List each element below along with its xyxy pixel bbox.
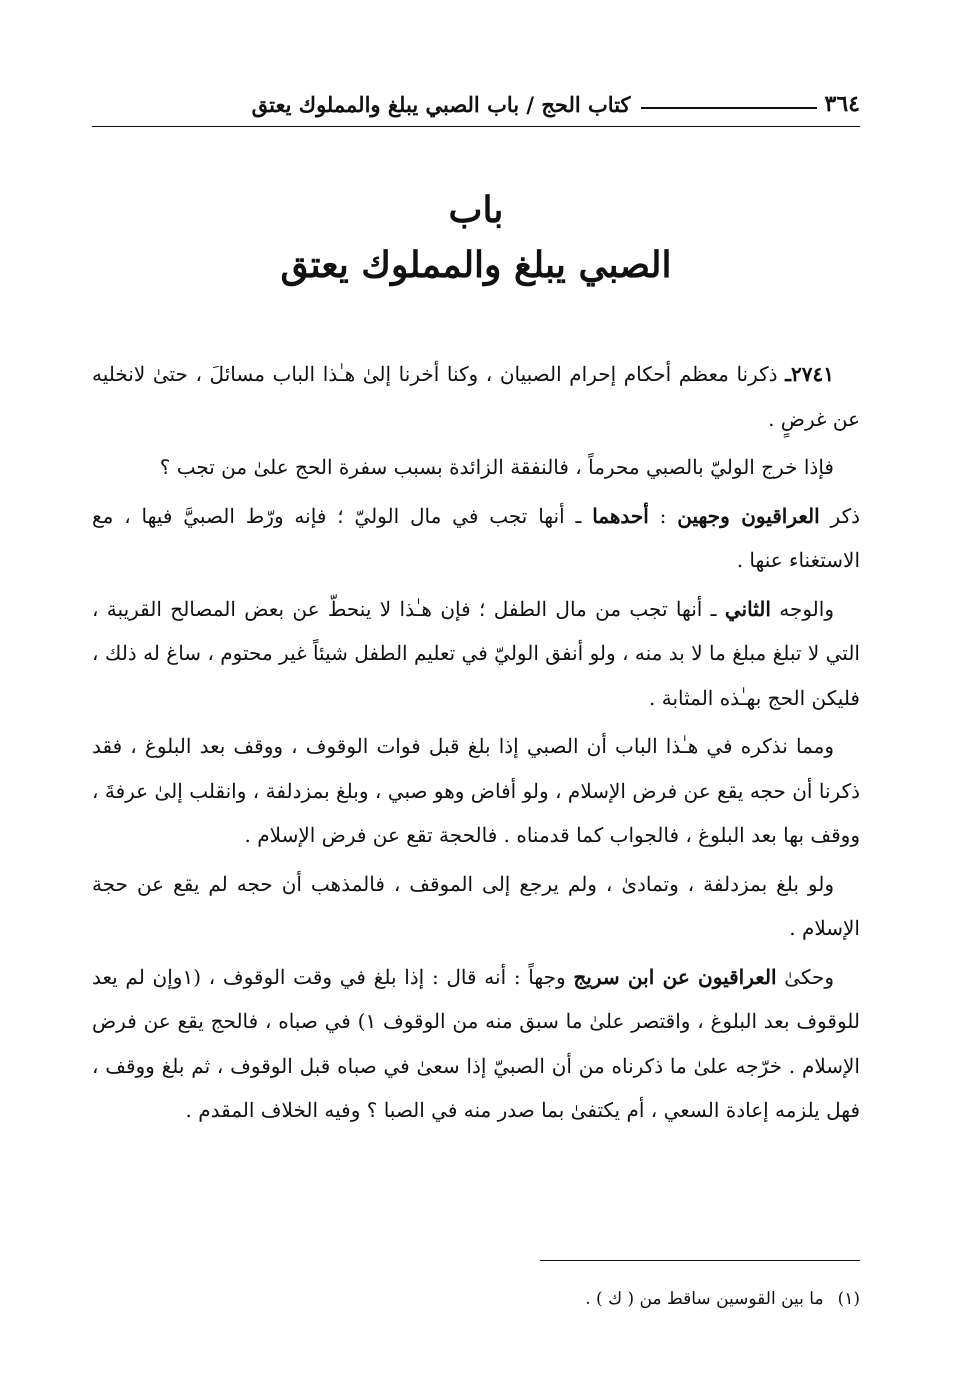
paragraph-7-c: وجهاً : أنه قال : إذا بلغ في وقت الوقوف ، (١وإن لم يعد للوقوف بعد البلوغ ، واقتصر علىٰ ما سبق منه من الوقوف ١) في صباه ، فالحج يقع عن فرض الإسلام . خرّجه علىٰ ما ذكرناه من أن الصبيّ إذا سعىٰ في صباه قبل الوقوف ، ثم بلغ ووقف ، فهل يلزمه إعادة السعي ، أم يكتفىٰ بما صدر منه في الصبا ؟ وفيه الخلاف المقدم . (92, 964, 860, 1122)
main-text (92, 352, 860, 1137)
paragraph-4 (92, 587, 860, 721)
paragraph-1 (92, 352, 860, 441)
header-dash-rule (641, 107, 817, 109)
page-number: ٣٦٤ (824, 91, 860, 117)
paragraph-7-a: وحكىٰ (776, 964, 835, 989)
paragraph-5: ومما نذكره في هـٰذا الباب أن الصبي إذا بلغ قبل فوات الوقوف ، ووقف بعد البلوغ ، فقد ذكرنا أن حجه يقع عن فرض الإسلام ، ولو أفاض وهو صبي ، وبلغ بمزدلفة ، وانقلب إلىٰ عرفةَ ، ووقف بها بعد البلوغ ، فالجواب كما قدمناه . فالحجة تقع عن فرض الإسلام . (92, 734, 860, 847)
running-title: كتاب الحج / باب الصبي يبلغ والمملوك يعتق (251, 91, 631, 117)
header-rule (92, 126, 860, 127)
paragraph-4-c: ـ أنها تجب من مال الطفل ؛ فإن هـٰذا لا ينحطّ عن بعض المصالح القريبة ، التي لا تبلغ مبلغ ما لا بد منه ، ولو أنفق الوليّ في تعليم الطفل شيئاً غير محتوم ، ساغ له ذلك ، فليكن الحج بهـٰذه المثابة . (92, 596, 860, 710)
chapter-heading (92, 184, 860, 294)
footnote-text: ما بين القوسين ساقط من ( ك ) . (585, 1289, 824, 1309)
paragraph-3-bold-a: العراقيون وجهين (677, 503, 820, 528)
paragraph-2: فإذا خرج الوليّ بالصبي محرماً ، فالنفقة الزائدة بسبب سفرة الحج علىٰ من تجب ؟ (159, 455, 834, 479)
paragraph-4-bold: الثاني (724, 596, 771, 621)
paragraph-3-bold-b: أحدهما (592, 503, 649, 528)
paragraph-1-text: ذكرنا معظم أحكام إحرام الصبيان ، وكنا أخرنا إلىٰ هـٰذا الباب مسائلَ ، حتىٰ لانخليه عن غرضٍ . (92, 362, 860, 431)
paragraph-4-a: والوجه (770, 596, 834, 621)
paragraph-7 (92, 955, 860, 1133)
paragraph-7-bold: العراقيون عن ابن سريج (573, 964, 777, 989)
paragraph-3-a: ذكر (819, 503, 861, 528)
footnote (92, 1286, 860, 1312)
chapter-heading-line1: باب (448, 189, 504, 231)
paragraph-3 (92, 494, 860, 583)
paragraph-6: ولو بلغ بمزدلفة ، وتمادىٰ ، ولم يرجع إلى الموقف ، فالمذهب أن حجه لم يقع عن حجة الإسلام . (92, 871, 860, 940)
footnote-rule (540, 1260, 860, 1261)
running-header (92, 86, 860, 122)
chapter-heading-line2: الصبي يبلغ والمملوك يعتق (280, 244, 672, 286)
issue-number: ٢٧٤١ـ (785, 362, 834, 386)
paragraph-3-c: : (648, 503, 678, 528)
paragraph-3-e: ـ أنها تجب في مال الوليّ ؛ فإنه ورّط الصبيَّ فيها ، مع الاستغناء عنها . (92, 503, 860, 572)
footnote-marker: (١) (837, 1289, 860, 1309)
